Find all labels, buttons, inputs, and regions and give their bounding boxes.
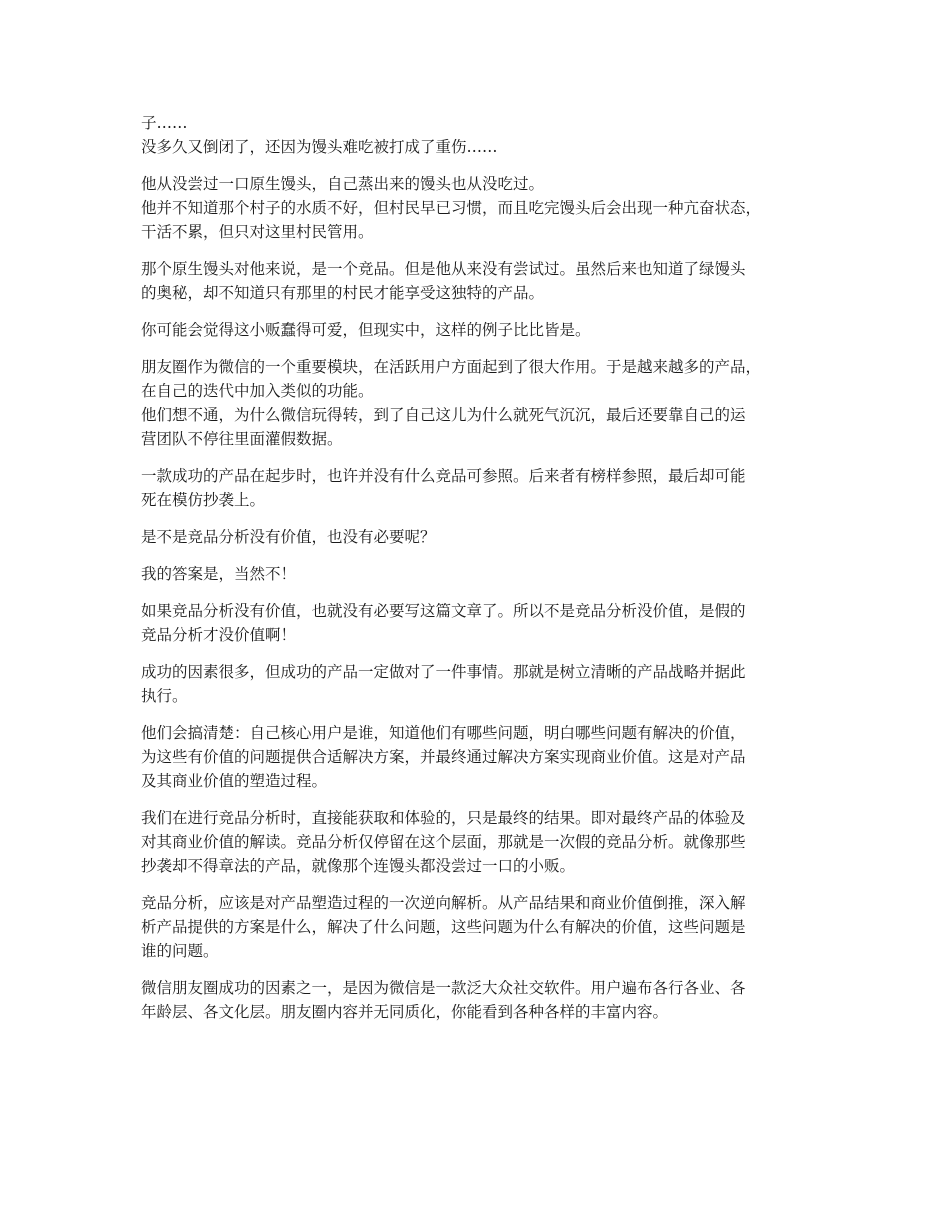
text-line: 为这些有价值的问题提供合适解决方案，并最终通过解决方案实现商业价值。这是对产品: [141, 748, 746, 766]
text-line: 他并不知道那个村子的水质不好，但村民早已习惯，而且吃完馒头后会出现一种亢奋状态，: [141, 199, 762, 217]
text-line: 及其商业价值的塑造过程。: [141, 772, 328, 790]
text-line: 你可能会觉得这小贩蠢得可爱，但现实中，这样的例子比比皆是。: [141, 321, 591, 339]
text-line: 抄袭却不得章法的产品，就像那个连馒头都没尝过一口的小贩。: [141, 857, 576, 875]
text-line: 是不是竞品分析没有价值，也没有必要呢？: [141, 528, 436, 546]
paragraph-4: [141, 318, 811, 342]
text-line: 营团队不停往里面灌假数据。: [141, 430, 343, 448]
paragraph-5: [141, 355, 811, 451]
text-line: 朋友圈作为微信的一个重要模块，在活跃用户方面起到了很大作用。于是越来越多的产品，: [141, 358, 762, 376]
text-line: 子……: [141, 114, 188, 132]
paragraph-7: [141, 525, 811, 549]
text-line: 那个原生馒头对他来说，是一个竞品。但是他从来没有尝试过。虽然后来也知道了绿馒头: [141, 260, 746, 278]
paragraph-8: [141, 562, 811, 586]
text-line: 谁的问题。: [141, 942, 219, 960]
text-line: 他从没尝过一口原生馒头，自己蒸出来的馒头也从没吃过。: [141, 175, 545, 193]
text-line: 竞品分析，应该是对产品塑造过程的一次逆向解析。从产品结果和商业价值倒推，深入解: [141, 894, 746, 912]
paragraph-13: [141, 891, 811, 963]
text-line: 的奥秘，却不知道只有那里的村民才能享受这独特的产品。: [141, 284, 545, 302]
paragraph-9: [141, 599, 811, 647]
paragraph-12: [141, 806, 811, 878]
text-line: 死在模仿抄袭上。: [141, 491, 266, 509]
text-line: 竞品分析才没价值啊！: [141, 626, 297, 644]
text-line: 一款成功的产品在起步时，也许并没有什么竞品可参照。后来者有榜样参照，最后却可能: [141, 467, 746, 485]
text-line: 析产品提供的方案是什么，解决了什么问题，这些问题为什么有解决的价值，这些问题是: [141, 918, 746, 936]
text-line: 微信朋友圈成功的因素之一，是因为微信是一款泛大众社交软件。用户遍布各行各业、各: [141, 979, 746, 997]
text-line: 他们想不通，为什么微信玩得转，到了自己这儿为什么就死气沉沉，最后还要靠自己的运: [141, 406, 746, 424]
paragraph-10: [141, 660, 811, 708]
paragraph-11: [141, 721, 811, 793]
document-body: [141, 111, 811, 1037]
text-line: 我们在进行竞品分析时，直接能获取和体验的，只是最终的结果。即对最终产品的体验及: [141, 809, 746, 827]
paragraph-2: [141, 172, 811, 244]
text-line: 没多久又倒闭了，还因为馒头难吃被打成了重伤……: [141, 138, 498, 156]
text-line: 他们会搞清楚：自己核心用户是谁，知道他们有哪些问题，明白哪些问题有解决的价值，: [141, 724, 746, 742]
text-line: 我的答案是，当然不！: [141, 565, 297, 583]
paragraph-3: [141, 257, 811, 305]
text-line: 年龄层、各文化层。朋友圈内容并无同质化，你能看到各种各样的丰富内容。: [141, 1003, 669, 1021]
paragraph-1: [141, 111, 811, 159]
text-line: 成功的因素很多，但成功的产品一定做对了一件事情。那就是树立清晰的产品战略并据此: [141, 663, 746, 681]
text-line: 干活不累，但只对这里村民管用。: [141, 223, 374, 241]
text-line: 对其商业价值的解读。竞品分析仅停留在这个层面，那就是一次假的竞品分析。就像那些: [141, 833, 746, 851]
paragraph-6: [141, 464, 811, 512]
paragraph-14: [141, 976, 811, 1024]
text-line: 执行。: [141, 687, 188, 705]
text-line: 在自己的迭代中加入类似的功能。: [141, 382, 374, 400]
text-line: 如果竞品分析没有价值，也就没有必要写这篇文章了。所以不是竞品分析没价值，是假的: [141, 602, 746, 620]
